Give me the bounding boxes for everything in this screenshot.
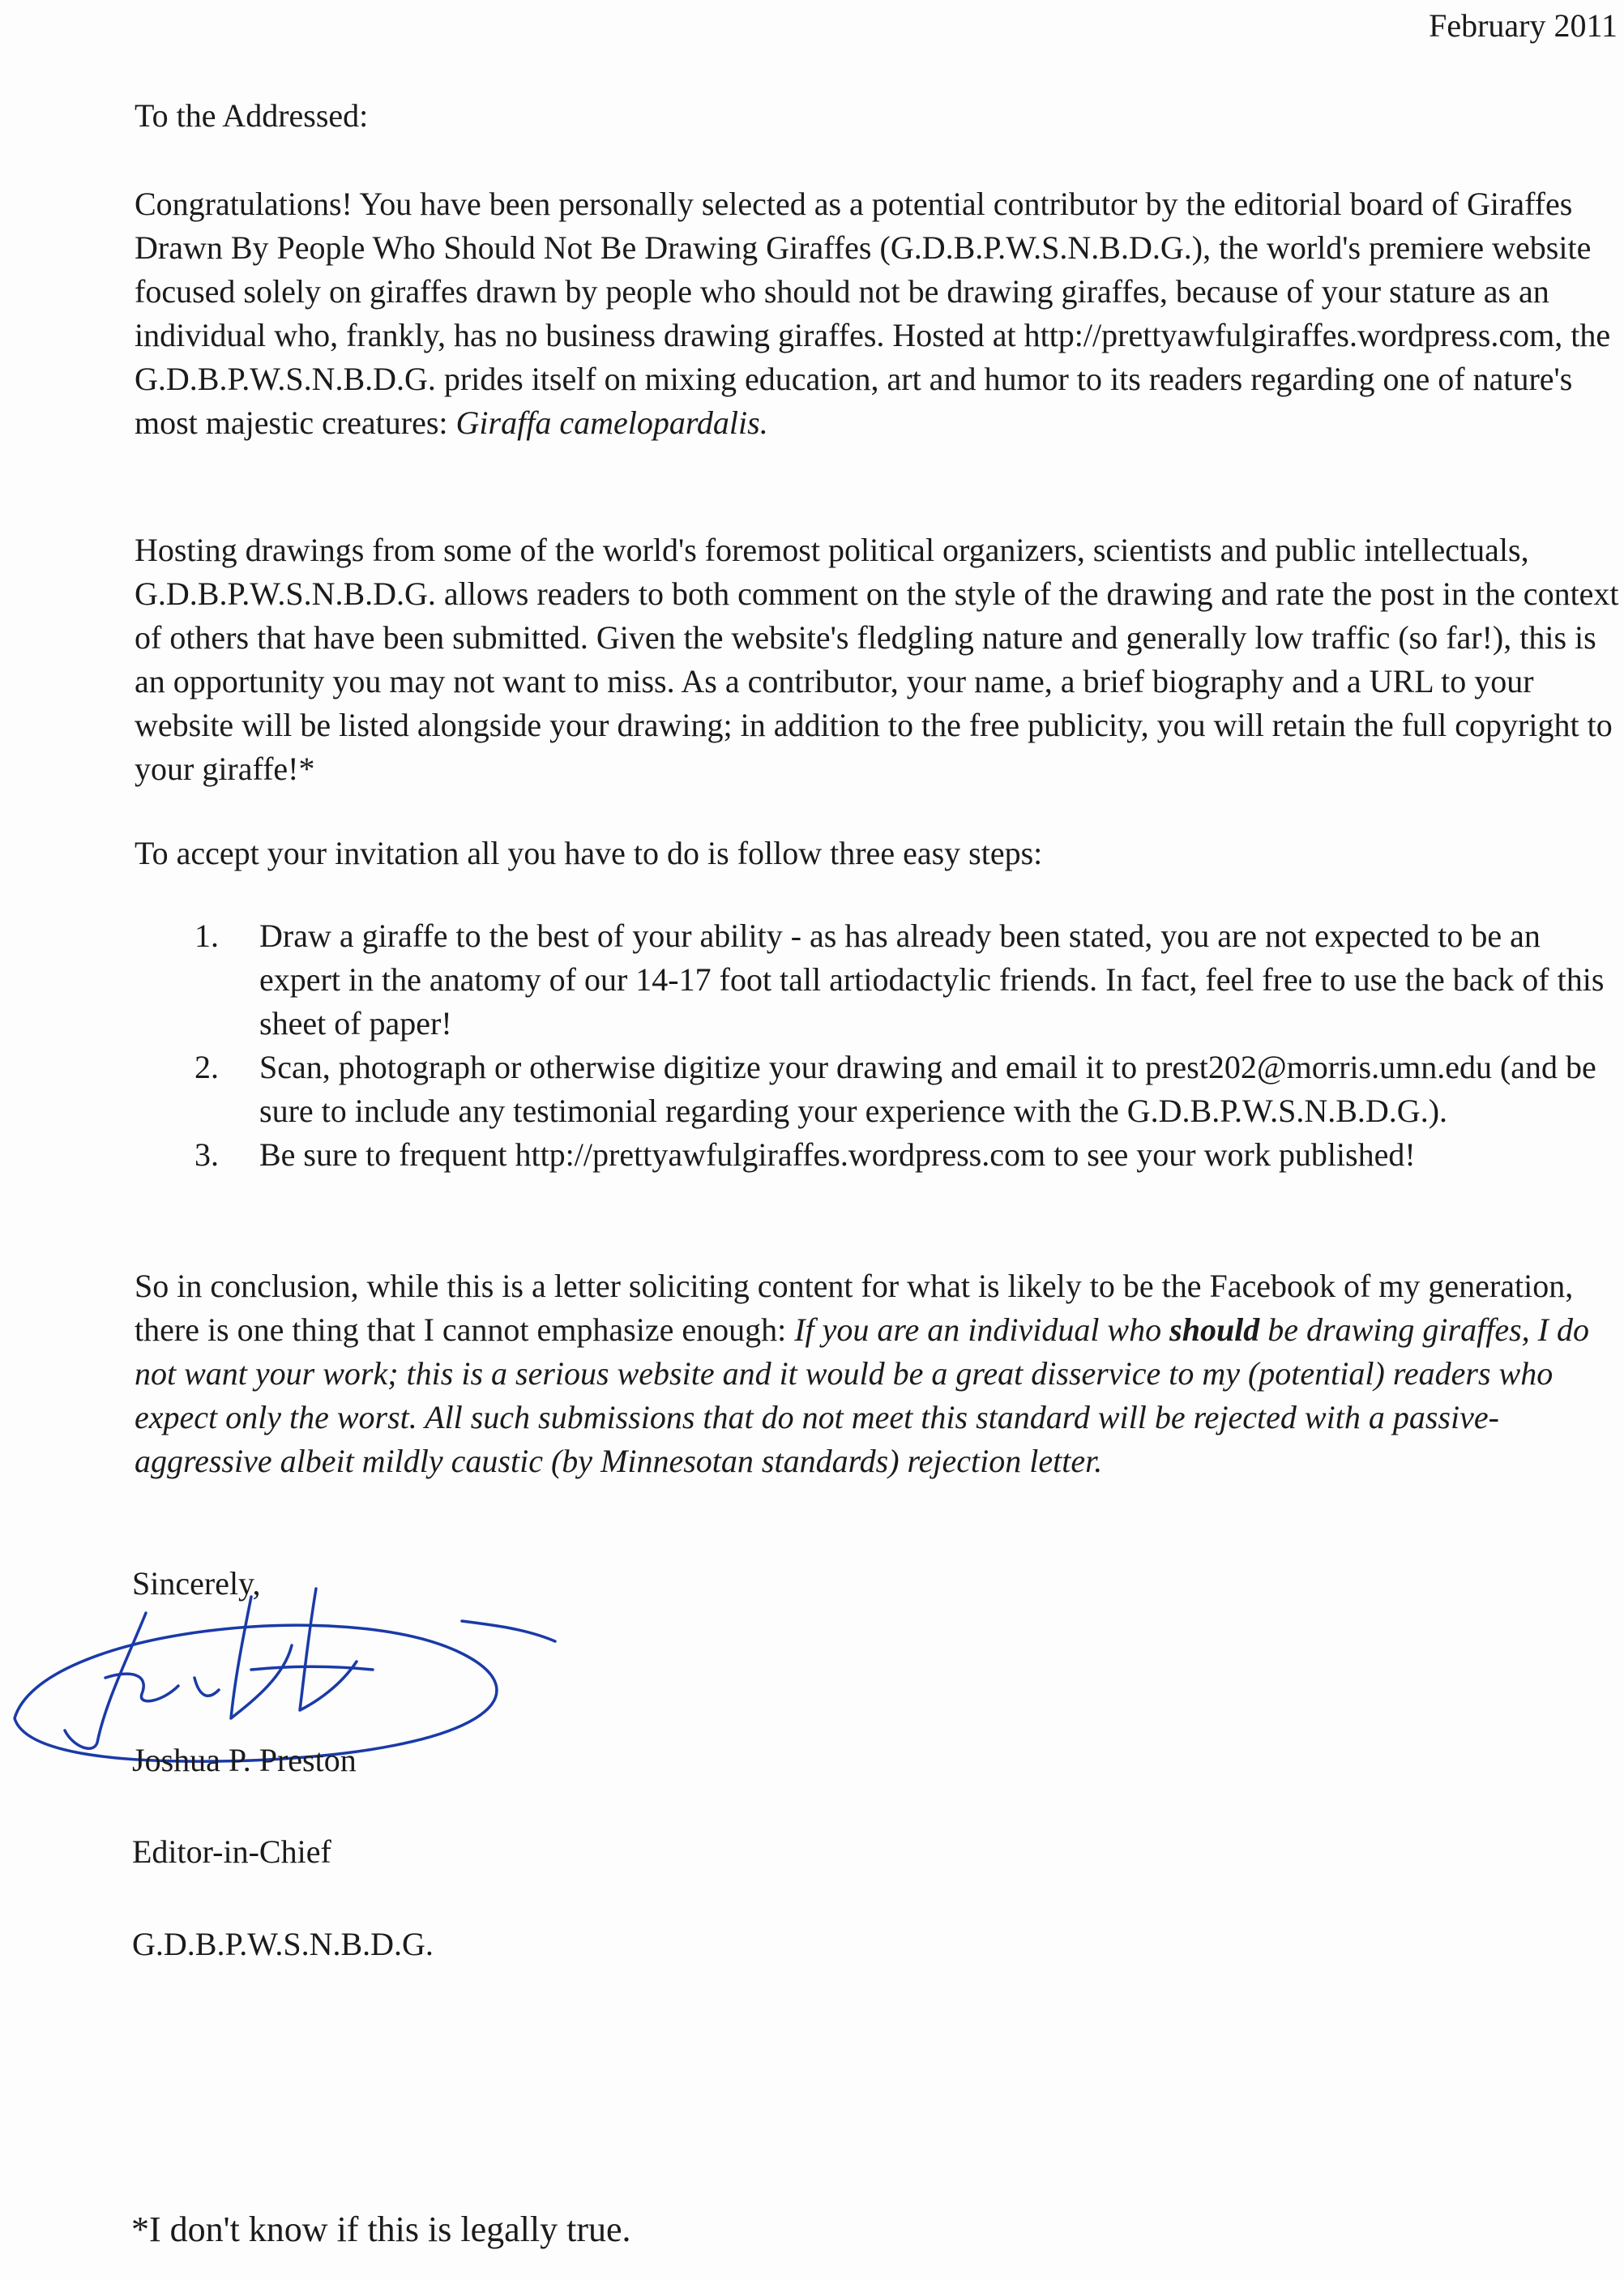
letter-date: February 2011 [1429,7,1618,44]
step-number: 3. [194,1136,219,1173]
signer-title: Editor-in-Chief [132,1833,331,1870]
emphasis-should: should [1169,1311,1260,1348]
salutation: To the Addressed: [135,97,369,134]
signer-organization: G.D.B.P.W.S.N.B.D.G. [132,1926,434,1962]
paragraph-intro-text: Congratulations! You have been personally selected as a potential contributor by the editorial board of Giraffes Drawn By People Who Should Not Be Drawing Giraffes (G.D.B.P.W.S.N.B.D.G.), the world's premiere website focused solely on giraffes drawn by people who should not be drawing giraffes, because of your stature as an individual who, frankly, has no business drawing giraffes. Hosted at http://prettyawfulgiraffes.wordpress.com, the G.D.B.P.W.S.N.B.D.G. prides itself on mixing education, art and humor to its readers regarding one of nature's most majestic creatures: [135,186,1611,441]
paragraph-intro [135,182,1622,445]
signature [8,1581,559,1767]
step-number: 1. [194,918,219,954]
step-text: Be sure to frequent http://prettyawfulgiraffes.wordpress.com to see your work published! [259,1136,1416,1173]
step-text: Draw a giraffe to the best of your ability - as has already been stated, you are not expected to be an expert in the anatomy of our 14-17 foot tall artiodactylic friends. In fact, feel free to use the back of this sheet of paper! [259,918,1605,1042]
closing: Sincerely, [132,1565,261,1602]
list-item [135,1133,1622,1177]
steps-list [135,914,1622,1177]
list-item [135,914,1622,1046]
paragraph-hosting: Hosting drawings from some of the world's foremost political organizers, scientists and public intellectuals, G.D.B.P.W.S.N.B.D.G. allows readers to both comment on the style of the drawing and rate the post in the context of others that have been submitted. Given the website's fledgling nature and generally low traffic (so far!), this is an opportunity you may not want to miss. As a contributor, your name, a brief biography and a URL to your website will be listed alongside your drawing; in addition to the free publicity, you will retain the full copyright to your giraffe!* [135,532,1619,787]
conclusion-italic-text-2: be drawing giraffes, I do not want your work; this is a serious website and it would be a great disservice to my (potential) readers who expect only the worst. All such submissions that do not meet this standard will be rejected with a passive-aggressive albeit mildly caustic (by Minnesotan standards) rejection letter. [135,1311,1589,1479]
conclusion-italic-text: If you are an individual who [794,1311,1170,1348]
footnote: *I don't know if this is legally true. [131,2209,631,2249]
step-number: 2. [194,1049,219,1085]
step-text: Scan, photograph or otherwise digitize your drawing and email it to prest202@morris.umn.edu (and be sure to include any testimonial regarding your experience with the G.D.B.P.W.S.N.B.D.G.). [259,1049,1596,1129]
signer-name: Joshua P. Preston [132,1742,357,1778]
conclusion-plain-text: So in conclusion, while this is a letter soliciting content for what is likely to be the Facebook of my generation, there is one thing that I cannot emphasize enough: [135,1268,1574,1348]
species-name: Giraffa camelopardalis. [455,404,768,441]
paragraph-conclusion [135,1264,1622,1483]
list-item [135,1046,1622,1133]
paragraph-steps-intro: To accept your invitation all you have to do is follow three easy steps: [135,835,1043,871]
